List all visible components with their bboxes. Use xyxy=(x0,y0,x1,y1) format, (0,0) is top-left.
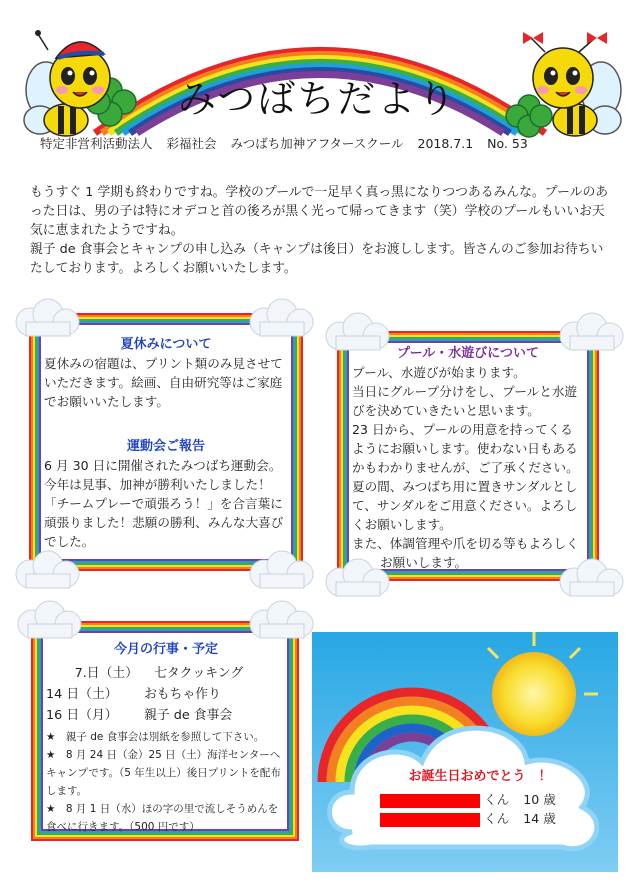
birthday-entry xyxy=(380,790,580,809)
cloud-icon xyxy=(246,550,316,590)
event-date: 7.日（土） xyxy=(74,666,138,681)
birthday-age: 14 歳 xyxy=(523,811,556,826)
page-title: みつばちだより xyxy=(177,77,458,121)
cloud-icon xyxy=(246,600,316,640)
bee-left-icon xyxy=(18,20,138,140)
pool-line: 夏の間、みつばち用に置きサンダルとして、サンダルをご用意ください。よろしくお願いします。 xyxy=(352,479,578,532)
event-name: おもちゃ作り xyxy=(144,687,221,702)
birthday-title: お誕生日おめでとう ！ xyxy=(408,769,552,784)
sports-title: 運動会ご報告 xyxy=(126,439,205,454)
summer-title: 夏休みについて xyxy=(120,337,212,352)
event-note: ★ 親子 de 食事会は別紙を参照して下さい。 xyxy=(46,731,265,743)
event-row xyxy=(46,663,286,684)
cloud-icon xyxy=(12,298,82,338)
name-suffix: くん xyxy=(484,792,510,807)
pool-line: プール、水遊びが始まります。 xyxy=(352,365,526,380)
intro-paragraph-1: もうすぐ 1 学期も終わりですね。学校のプールで一足早く真っ黒になりつつあるみんな。プールのあった日は、男の子は特にオデコと首の後ろが黒く光って帰ってきます（笑）学校のプールもいいお天気に恵まれたようですね。 xyxy=(30,185,609,238)
events-section xyxy=(46,638,286,836)
event-row xyxy=(46,684,286,705)
org-name: 彩福社会 xyxy=(166,136,217,151)
pool-line: 当日にグループ分けをし、プールと水遊びを決めていきたいと思います。 xyxy=(352,384,578,418)
pool-title: プール・水遊びについて xyxy=(396,346,540,361)
event-date: 16 日（月） xyxy=(46,708,118,723)
redacted-name xyxy=(380,813,480,827)
birthday-age: 10 歳 xyxy=(523,792,556,807)
intro-text xyxy=(30,183,610,278)
birthday-entry xyxy=(380,809,580,828)
summer-text: 夏休みの宿題は、プリント類のみ見させていただきます。絵画、自由研究等はご家庭でお願いいたします。 xyxy=(44,356,283,409)
redacted-name xyxy=(380,794,480,808)
org-type: 特定非営利活動法人 xyxy=(40,136,153,151)
birthday-section xyxy=(380,765,580,828)
pool-section xyxy=(352,342,584,572)
event-name: 七タクッキング xyxy=(154,666,244,681)
sports-text: 6 月 30 日に開催されたみつばち運動会。今年は見事、加神が勝利いたしました！「チームプレーで頑張ろう！」を合言葉に頑張りました！悲願の勝利、みんな大喜びでした。 xyxy=(44,458,284,549)
event-note: ★ 8 月 24 日（金）25 日（土）海洋センターへキャンプです。（5 年生以上）後日プリントを配布します。 xyxy=(46,749,281,797)
cloud-icon xyxy=(14,600,84,640)
pool-text xyxy=(352,363,584,572)
name-suffix: くん xyxy=(484,811,510,826)
event-note: ★ 8 月 1 日（水）ほの字の里で流しそうめんを食べに行きます。（500 円です） xyxy=(46,803,279,833)
events-title: 今月の行事・予定 xyxy=(113,642,218,657)
intro-paragraph-2: 親子 de 食事会とキャンプの申し込み（キャンプは後日）をお渡しします。皆さんのご参加お待ちいたしております。よろしくお願いいたします。 xyxy=(30,242,604,276)
bee-right-icon xyxy=(505,20,625,140)
birthday-illustration xyxy=(312,632,618,872)
cloud-icon xyxy=(246,298,316,338)
pool-line: 23 日から、プールの用意を持ってくるようにお願いします。使わない日もあるかもわかりませんが、ご了承ください。 xyxy=(352,422,579,475)
issue-number: No. 53 xyxy=(487,136,528,151)
issue-date: 2018.7.1 xyxy=(417,136,474,151)
school-name: みつばち加神アフタースクール xyxy=(230,136,404,151)
cloud-icon xyxy=(12,550,82,590)
event-row xyxy=(46,705,286,726)
pool-line: お願いします。 xyxy=(380,555,468,570)
header-info xyxy=(40,134,600,152)
pool-line: また、体調管理や爪を切る等もよろしく xyxy=(352,536,579,551)
event-date: 14 日（土） xyxy=(46,687,118,702)
summer-section xyxy=(44,333,288,551)
event-name: 親子 de 食事会 xyxy=(144,708,233,723)
